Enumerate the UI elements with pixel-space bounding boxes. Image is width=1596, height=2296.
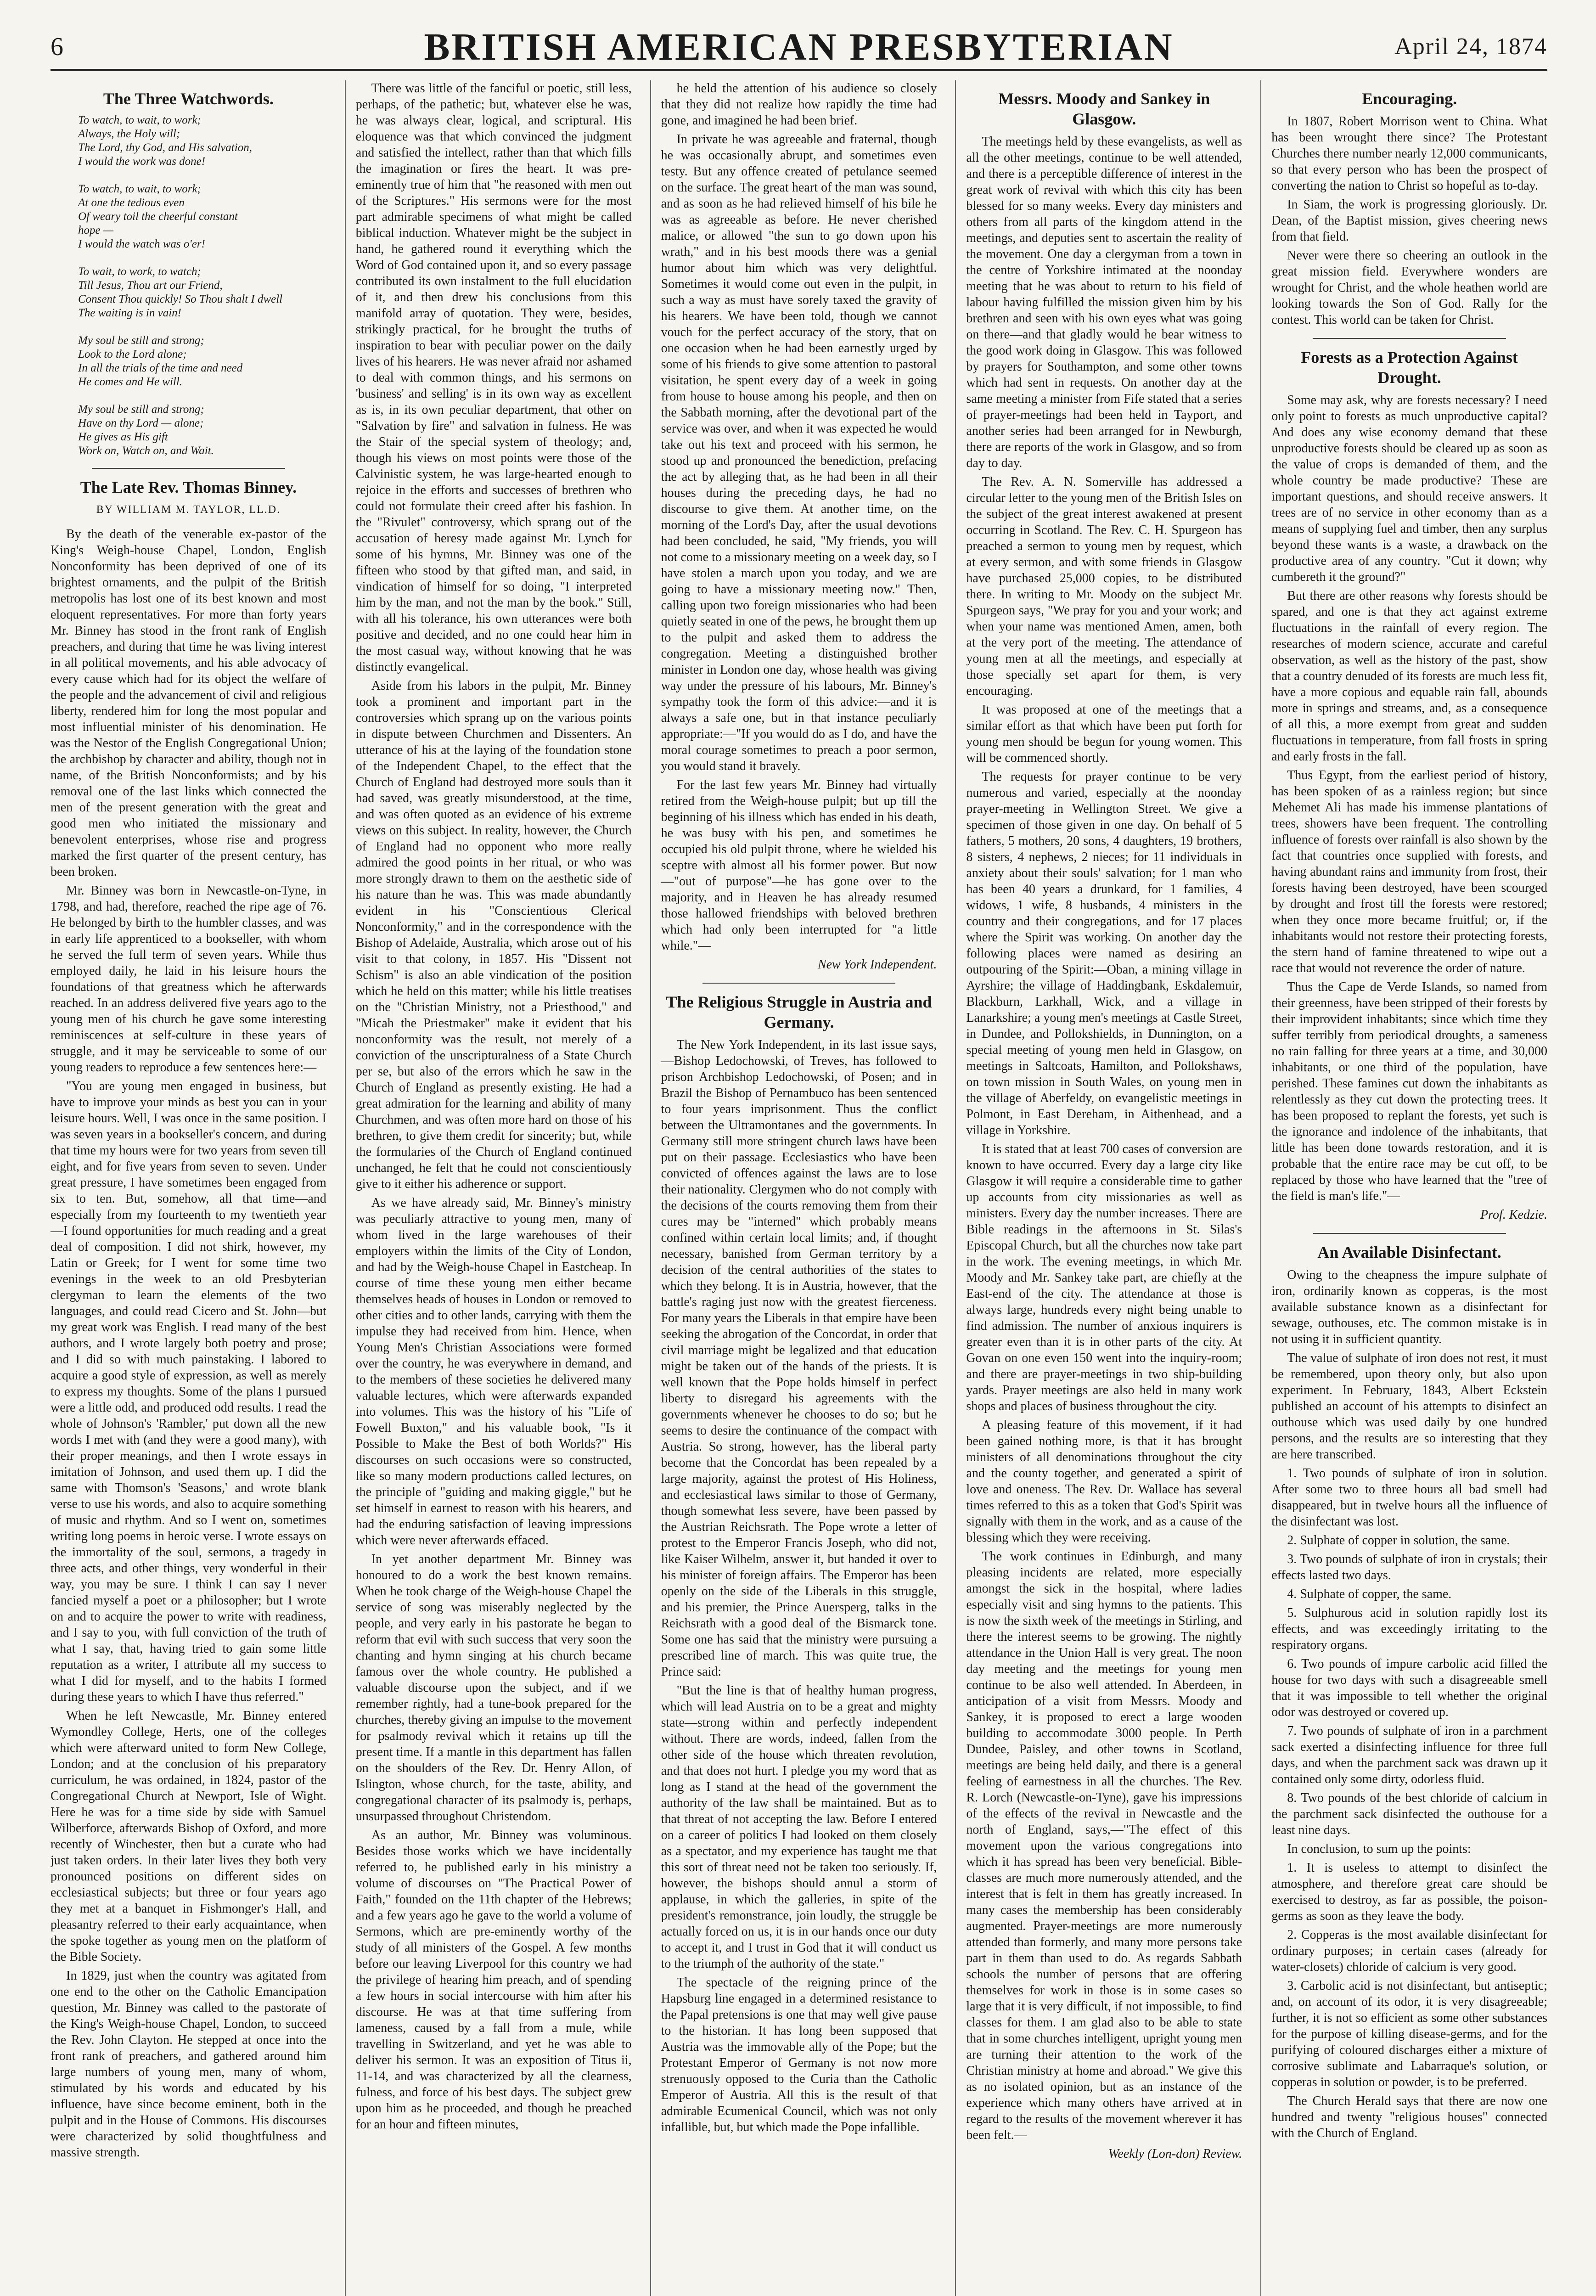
article-title-forests: Forests as a Protection Against Drought. xyxy=(1301,348,1518,387)
paragraph: Aside from his labors in the pulpit, Mr. Binney took a prominent and important part in the controversies which sprang up on the various points in dispute between Churchmen and Dissenters. An utterance of his at the laying of the foundation stone of the Independent Chapel, to the effect that the Church of England had destroyed more souls than it had saved, was greatly misunderstood, at the time, and was often quoted as an evidence of his extreme views on this subject. In reality, however, the Church of England had no opponent who more really admired the good points in her ritual, or who was more strongly drawn to them on the aesthetic side of his nature than he was. This was made abundantly evident in his "Conscientious Clerical Nonconformity," and in the correspondence with the Bishop of Adelaide, Australia, which arose out of his visit to that colony, in 1857. His "Dissent not Schism" is also an able vindication of the position which he held on this matter; while his little treatises on the "Christian Ministry, not a Priesthood," and "Micah the Priestmaker" make it evident that his nonconformity was the result, not merely of a conviction of the unscripturalness of a State Church per se, but also of the errors which he saw in the Church of England as presently existing. He had a great admiration for the learning and ability of many Churchmen, and was often more hard on those of his brethren, to give them credit for sincerity; but, while the formularies of the Church of England continued unchanged, he felt that he could not conscientiously give to it either his adherence or support. xyxy=(355,679,632,1191)
section-divider xyxy=(92,468,285,469)
paragraph: The value of sulphate of iron does not rest, it must be remembered, upon theory only, but also upon experiment. In February, 1843, Albert Eckstein published an account of his attempts to disinfect an outhouse which was used daily by one hundred persons, and the results are so interesting that they are here transcribed. xyxy=(1271,1351,1547,1462)
list-item: 2. Sulphate of copper in solution, the same. xyxy=(1287,1533,1510,1548)
page-number: 6 xyxy=(51,33,63,61)
poem-title: The Three Watchwords. xyxy=(103,90,274,108)
column-5 xyxy=(1260,80,1547,2296)
paragraph: Some may ask, why are forests necessary? I need only point to forests as much unproductive capital? And does any wise economy demand that these unproductive forests should be cleared up as soon as the value of crops is demanded of them, and the whole country be made productive? These are important questions, and should receive answers. It trees are of no service in other economy than as a means of supplying fuel and timber, then any surplus beyond these wants is a waste, a drawback on the productive area of any country. "Cut it down; why cumbereth it the ground?" xyxy=(1271,393,1547,584)
paragraph: Thus the Cape de Verde Islands, so named from their greenness, have been stripped of their forests by their improvident inhabitants; since which time they suffer terribly from periodical droughts, a sameness no rain falling for three years at a time, and 30,000 inhabitants, or one third of the population, have perished. These famines cut down the inhabitants as relentlessly as they cut down the protecting trees. It has been proposed to replant the forests, yet such is the ignorance and indolence of the inhabitants, that little has been done towards restoration, and it is probable that the entire race may be cut off, to be replaced by those who have learned that the "tree of the field is man's life."— xyxy=(1271,980,1547,1203)
paragraph: In conclusion, to sum up the points: xyxy=(1287,1842,1471,1856)
paragraph: he held the attention of his audience so closely that they did not realize how rapidly the time had gone, and imagined he had been brief. xyxy=(661,81,937,128)
paragraph: The Church Herald says that there are now one hundred and twenty "religious houses" connected with the Church of England. xyxy=(1271,2094,1547,2140)
article-title-encouraging: Encouraging. xyxy=(1362,90,1457,108)
article-title-moody-sankey: Messrs. Moody and Sankey in Glasgow. xyxy=(998,90,1210,128)
paragraph: "But the line is that of healthy human progress, which will lead Austria on to be a great and mighty state—strong within and perfectly independent without. There are words, indeed, fallen from the other side of the house which threaten revolution, and that does not hurt. I pledge you my word that as long as I stand at the head of the government the authority of the law shall be maintained. But as to that threat of not accepting the law. Before I entered on a career of politics I had looked on them closely as a spectator, and my experience has taught me that this sort of threat need not be taken too seriously. If, however, the bishops should annul a storm of applause, in which the galleries, in spite of the president's remonstrance, join loudly, the struggle be actually forced on us, it is in our hands once our duty to accept it, and I trust in God that it will conduct us to the triumph of the authority of the state." xyxy=(661,1683,937,1971)
paragraph: In 1807, Robert Morrison went to China. What has been wrought there since? The Protestant Churches there number nearly 12,000 communicants, so that every person who has been the prospect of converting the nation to Christ so hopeful as to-day. xyxy=(1271,114,1547,193)
paragraph: For the last few years Mr. Binney had virtually retired from the Weigh-house pulpit; but up till the beginning of his illness which has ended in his death, he was busy with his pen, and sometimes he occupied his old pulpit throne, where he wielded his sceptre with almost all his former power. But now—"out of purpose"—he has gone over to the majority, and in Heaven he has already resumed those hallowed friendships with beloved brethren which had only been interrupted for "a little while."— xyxy=(661,778,937,953)
list-item: 8. Two pounds of the best chloride of calcium in the parchment sack disinfected the outhouse for a least nine days. xyxy=(1271,1791,1547,1837)
paragraph: It is stated that at least 700 cases of conversion are known to have occurred. Every day a large city like Glasgow it will require a considerable time to gather up accounts from city missionaries as well as ministers. Every day the number increases. There are Bible readings in the afternoons in St. Silas's Episcopal Church, but all the churches now take part in the work. The evening meetings, in which Mr. Moody and Mr. Sankey take part, are chiefly at the East-end of the city. The attendance at those is always large, hundreds every night being unable to find admission. The number of anxious inquirers is greater even than it is in other parts of the city. At Govan on one even 150 went into the inquiry-room; and there are prayer-meetings in two ship-building yards. Prayer meetings are also held in many work shops and places of business throughout the city. xyxy=(966,1142,1242,1413)
paragraph: There was little of the fanciful or poetic, still less, perhaps, of the pathetic; but, whatever else he was, he was always clear, logical, and scriptural. His eloquence was that which convinced the judgment and satisfied the intellect, rather than that which fills the imagination or fires the heart. It was pre-eminently true of him that "he reasoned with men out of the Scriptures." His sermons were for the most part admirable specimens of what might be called biblical induction. Whatever might be the subject in hand, he gathered round it everything which the Word of God contained upon it, and so every passage contributed its own instalment to the full elucidation of it, and then drew his conclusions from this manifold array of quotation. They were, besides, strikingly practical, for he brought the truths of inspiration to bear with peculiar power on the daily lives of his hearers. He was never afraid nor ashamed to deal with common things, and his sermons on 'business' and selling' is in its own way as excellent as is, in its own peculiar department, that other on "Salvation by fire" and salvation in fulness. He was the Stair of the special system of theology; and, though his views on most points were those of the Calvinistic system, he was large-hearted enough to rejoice in the efforts and successes of brethren who could not formulate their creed after his fashion. In the "Rivulet" controversy, which sprang out of the accusation of heresy made against Mr. Lynch for some of his hymns, Mr. Binney was one of the fifteen who stood by that gifted man, and said, in vindication of himself for so doing, "I interpreted him by the man, and not the man by the book." Still, with all his tolerance, his own utterances were both positive and decided, and no one could hear him in the most casual way, without knowing that he was distinctly evangelical. xyxy=(355,81,632,674)
source-credit: New York Independent. xyxy=(817,957,937,972)
paper-title: BRITISH AMERICAN PRESBYTERIAN xyxy=(424,26,1174,68)
paragraph: In 1829, just when the country was agitated from one end to the other on the Catholic Emancipation question, Mr. Binney was called to the pastorate of the King's Weigh-house Chapel, London, to succeed the Rev. John Clayton. He stepped at once into the front rank of preachers, and gathered around him large numbers of young men, many of whom, stimulated by his words and educated by his influence, have since become eminent, both in the pulpit and in the House of Commons. His discourses were characterized by solid thoughtfulness and massive strength. xyxy=(51,1969,326,2160)
paragraph: Owing to the cheapness the impure sulphate of iron, ordinarily known as copperas, is the most available substance known as a disinfectant for sewage, outhouses, etc. The common mistake is in not using it in sufficient quantity. xyxy=(1271,1268,1547,1346)
list-item: 3. Carbolic acid is not disinfectant, but antiseptic; and, on account of its odor, it is very disagreeable; further, it is not so efficient as some other substances for the purpose of killing disease-germs, and for the purifying of coloured discharges either a mixture of corrosive sublimate and Labarraque's solution, or copperas in solution or powder, is to be preferred. xyxy=(1271,1979,1547,2089)
paragraph: In private he was agreeable and fraternal, though he was occasionally abrupt, and sometimes even testy. But any offence created of petulance seemed on the surface. The great heart of the man was sound, and as soon as he had relieved himself of his bile he was as agreeable as before. He never cherished malice, or allowed "the sun to go down upon his wrath," and in his best moods there was a genial humor about him which was very delightful. Sometimes it would come out even in the pulpit, in such a way as must have sorely taxed the gravity of his hearers. We have been told, though we cannot vouch for the perfect accuracy of the story, that on one occasion when he had been earnestly urged by some of his friends to give some attention to pastoral visitation, he spent every day of a week in going from house to house among his people, and then on the Sabbath morning, after the devotional part of the service was over, and when it was expected he would take out his text and proceed with his sermon, he stood up and pronounced the benediction, prefacing the act by alleging that, as he had been in all their houses during the preceding days, he had no discourse to give them. At another time, on the morning of the Lord's Day, after the usual devotions had been concluded, he said, "My friends, you will not come to a missionary meeting on a week day, so I have stolen a march upon you today, and we are going to have a missionary meeting now." Then, calling upon two foreign missionaries who had been quietly seated in one of the pews, he brought them up to the pulpit and asked them to address the congregation. Meeting a distinguished brother minister in London one day, whose health was giving way under the pressure of his labours, Mr. Binney's sympathy took the form of this advice:—and it is always a safe one, but in that instance peculiarly appropriate:—"If you would do as I do, and have the moral courage sometimes to preach a poor sermon, you would stand it bravely. xyxy=(661,132,937,773)
section-divider xyxy=(1313,338,1506,339)
paragraph: Never were there so cheering an outlook in the great mission field. Everywhere wonders are wrought for Christ, and the whole heathen world are looking towards the Son of God. Rally for the contest. This world can be taken for Christ. xyxy=(1271,248,1547,327)
paragraph: In yet another department Mr. Binney was honoured to do a work the best known remains. When he took charge of the Weigh-house Chapel the service of song was miserably neglected by the people, and very early in his pastorate he began to reform that evil with such success that very soon the chanting and hymn singing at his church became famous over the whole country. He published a valuable discourse upon the subject, and if we remember rightly, had a tune-book prepared for the churches, thereby giving an impulse to the movement for psalmody revival which it retains up till the present time. If a mantle in this department has fallen on the shoulders of the Rev. Dr. Henry Allon, of Islington, whose church, for the taste, ability, and congregational character of its psalmody is, perhaps, unsurpassed throughout Christendom. xyxy=(355,1552,632,1823)
source-credit: Prof. Kedzie. xyxy=(1480,1208,1547,1222)
paragraph: It was proposed at one of the meetings that a similar effort as that which have been put forth for young men should be begun for young women. This will be commenced shortly. xyxy=(966,703,1242,765)
article-title-binney: The Late Rev. Thomas Binney. xyxy=(80,478,297,496)
list-item: 5. Sulphurous acid in solution rapidly lost its effects, and was exceedingly irritating to the respiratory organs. xyxy=(1271,1606,1547,1652)
paragraph: In Siam, the work is progressing gloriously. Dr. Dean, of the Baptist mission, gives cheering news from that field. xyxy=(1271,197,1547,244)
source-credit: Weekly (Lon-don) Review. xyxy=(1108,2147,1242,2161)
paragraph: As an author, Mr. Binney was voluminous. Besides those works which we have incidentally referred to, he published early in his ministry a volume of discourses on "The Practical Power of Faith," founded on the 11th chapter of the Hebrews; and a few years ago he gave to the world a volume of Sermons, which are pre-eminently worthy of the study of all ministers of the Gospel. A few months before our leaving Liverpool for this country we had the privilege of hearing him preach, and of spending a few hours in social intercourse with him after his discourse. He was at that time suffering from lameness, caused by a fall from a mule, while travelling in Switzerland, and yet he was able to deliver his sermon. It was an exposition of Titus ii, 11-14, and was characterized by all the clearness, fulness, and force of his best days. The subject grew upon him as he proceeded, and though he preached for an hour and fifteen minutes, xyxy=(355,1828,632,2132)
masthead xyxy=(51,18,1547,71)
paragraph: By the death of the venerable ex-pastor of the King's Weigh-house Chapel, London, English Nonconformity has been deprived of one of its brightest ornaments, and the pulpit of the British metropolis has lost one of its best known and most eloquent representatives. For more than forty years Mr. Binney has stood in the front rank of English preachers, and during that time he was living interest in all political movements, and his able advocacy of every cause which had for its object the welfare of the people and the advancement of civil and religious liberty, rendered him for long the most popular and most influential minister of his denomination. He was the Nestor of the English Congregational Union; the archbishop by character and ability, though not in name, of the British Nonconformists; and by his removal one of the last links which connected the men of the present generation with the great and good men who initiated the missionary and benevolent enterprises, whose rise and progress marked the first quarter of the present century, has been broken. xyxy=(51,527,326,879)
list-item: 6. Two pounds of impure carbolic acid filled the house for two days with such a disagreeable smell that it was impossible to tell whether the original odor was destroyed or covered up. xyxy=(1271,1657,1547,1719)
paragraph: But there are other reasons why forests should be spared, and one is that they act against extreme fluctuations in the rainfall of every region. The researches of modern science, accurate and careful observation, as well as the history of the past, show that a country denuded of its forests are much less fit, have a more copious and equable rain fall, abounds more in springs and streams, and, as a consequence of all this, a more exempt from great and sudden fluctuations in temperature, from fall frosts in spring and early frosts in the fall. xyxy=(1271,589,1547,764)
list-item: 4. Sulphate of copper, the same. xyxy=(1287,1587,1452,1601)
paragraph: "You are young men engaged in business, but have to improve your minds as best you can in your leisure hours. Well, I was once in the same position. I was seven years in a bookseller's concern, and during that time my hours were for two years from seven till eight, and for five years from seven to seven. Under great pressure, I have sometimes been engaged from six to ten. But, somehow, all that time—and especially from my fourteenth to my twentieth year—I found opportunities for much reading and a great deal of composition. I did not shirk, however, my Latin or Greek; for I went for some time two evenings in the week to an old Presbyterian clergyman to learn the elements of the two languages, and could read Cicero and St. John—but my great work was English. I read many of the best authors, and I wrote largely both poetry and prose; and I did so with much painstaking. I labored to acquire a good style of expression, as well as merely to express my thoughts. Some of the plans I pursued were a little odd, and produced odd results. I read the whole of Johnson's 'Rambler,' put down all the new words I met with (and they were a good many), with their proper meanings, and then I wrote essays in imitation of Johnson, and used them up. I did the same with Thomson's 'Seasons,' and wrote blank verse to use his words, and also to acquire something of music and rhythm. And so I went on, sometimes writing long poems in heroic verse. I wrote essays on the immortality of the soul, sermons, a tragedy in three acts, and other things, very wonderful in their way, you may be sure. I think I can say I never fancied myself a poet or a philosopher; but I wrote on and to acquire the power to write with readiness, and I say to you, with full conviction of the truth of what I say, that, having tried to gain some little reputation as a writer, I attribute all my success to what I did for myself, and to the habits I formed during these years to which I have thus referred." xyxy=(51,1079,326,1704)
byline: BY WILLIAM M. TAYLOR, LL.D. xyxy=(96,504,281,516)
paragraph: Thus Egypt, from the earliest period of history, has been spoken of as a rainless region; but since Mehemet Ali has made his immense plantations of trees, showers have been frequent. The controlling influence of forests over rainfall is also shown by the fact that countries once supplied with forests, and having abundant rains and immunity from frost, their forests having been destroyed, have been scourged by drought and frost till the forests were restored; when they once more became fruitful; or, if the inhabitants would not restore their protecting forests, the stern hand of famine threatened to wipe out a race that would not reverence the order of nature. xyxy=(1271,768,1547,975)
paragraph: The work continues in Edinburgh, and many pleasing incidents are related, more especially amongst the sick in the hospital, where ladies especially visit and sing hymns to the patients. This is now the sixth week of the meetings in Stirling, and there the interest seems to be growing. The nightly attendance in the Union Hall is very great. The noon day meeting and the meetings for young men continue to be also well attended. In Aberdeen, in anticipation of a visit from Messrs. Moody and Sankey, it is proposed to erect a large wooden building to accommodate 3000 people. In Perth Dundee, Paisley, and other towns in Scotland, meetings are being held daily, and there is a general feeling of earnestness in all the churches. The Rev. R. Lorch (Newcastle-on-Tyne), gave his impressions of the effects of the revival in Newcastle and the north of England, says,—"The effect of this movement upon the various congregations into which it has spread has been very beneficial. Bible-classes are much more numerously attended, and the interest that is felt in them has greatly increased. In many cases the membership has been considerably augmented. Prayer-meetings are more numerously attended than formerly, and many more persons take part in them than used to do. As regards Sabbath schools the number of persons that are offering themselves for work in those is in some cases so large that it is very difficult, if not impossible, to find classes for them. I am glad also to be able to state that in some churches intelligent, upright young men are turning their attention to the work of the Christian ministry at home and abroad." We give this as no isolated opinion, but as an instance of the experience which many others have arrived at in regard to the results of the movement wherever it has been felt.— xyxy=(966,1549,1242,2142)
paragraph: The requests for prayer continue to be very numerous and varied, especially at the noonday prayer-meeting in Wellington Street. We give a specimen of those given in one day. On behalf of 5 fathers, 5 mothers, 20 sons, 4 daughters, 19 brothers, 8 sisters, 4 nephews, 2 nieces; for 11 individuals in anxiety about their souls' salvation; for 1 man who has been 40 years a drunkard, for 1 families, 4 widows, 1 wife, 8 husbands, 4 ministers in the country and their congregations, and for 17 places where the Spirit was working. On another day the following places were named as desiring an outpouring of the Spirit:—Oban, a mining village in Ayrshire; the village of Haddingbank, Eskdalemuir, Blackburn, Larkhall, Wick, and a village in Lanarkshire; a young men's meetings at Castle Street, in Dundee, and Pollokshields, in Dunnington, on a special meeting of young men held in Glasgow, on meetings in Saltcoats, Hamilton, and Pollokshaws, on town mission in South Wales, on young men in the village of Aberfeldy, on evangelistic meetings in Polmont, in East Dereham, in Aithenhead, and a village in Yorkshire. xyxy=(966,770,1242,1137)
column-4 xyxy=(955,80,1242,2296)
paragraph: The New York Independent, in its last issue says,—Bishop Ledochowski, of Treves, has followed to prison Archbishop Ledochowski, of Posen; and in Brazil the Bishop of Pernambuco has been sentenced to four years imprisonment. Thus the conflict between the Ultramontanes and the governments. In Germany still more stringent church laws have been put on their passage. Ecclesiastics who have been convicted of offences against the laws are to lose their nationality. Clergymen who do not comply with the decisions of the courts removing them from their cures may be "interned" which probably means confined within certain local limits; and, if thought necessary, banished from German territory by a decision of the central authorities of the states to which they belong. It is in Austria, however, that the battle's raging just now with the greatest fierceness. For many years the Liberals in that empire have been seeking the abrogation of the Concordat, in order that civil marriage might be legalized and that education might be taken out of the hands of the priests. It is well known that the Pope holds himself in perfect liberty to disregard his agreements with the governments whenever he chooses to do so; but he seems to desire the continuance of the compact with Austria. So strong, however, has the liberal party become that the Concordat has been repealed by a large majority, against the protest of His Holiness, and ecclesiastical laws similar to those of Germany, though somewhat less severe, have been passed by the Austrian Reichsrath. The Pope wrote a letter of protest to the Emperor Francis Joseph, who did not, like Kaiser Wilhelm, answer it, but handed it over to his minister of foreign affairs. The Emperor has been openly on the side of the Liberals in this struggle, and his premier, the Prince Auersperg, talks in the Reichsrath with a good deal of the Bismarck tone. Some one has said that the ministry were pursuing a prescribed line of march. This was quite true, the Prince said: xyxy=(661,1038,937,1679)
section-divider xyxy=(702,983,896,984)
column-3 xyxy=(650,80,937,2296)
list-item: 1. It is useless to attempt to disinfect the atmosphere, and therefore great care should be exercised to destroy, as far as possible, the poison-germs as soon as they leave the body. xyxy=(1271,1861,1547,1923)
list-item: 2. Copperas is the most available disinfectant for ordinary purposes; in certain cases (already for water-closets) chloride of calcium is very good. xyxy=(1271,1928,1547,1974)
paragraph: The spectacle of the reigning prince of the Hapsburg line engaged in a determined resistance to the Papal pretensions is one that may well give pause to the historian. It has long been supposed that Austria was the immovable ally of the Pope; but the Protestant Emperor of Germany is not now more strenuously opposed to the Curia than the Catholic Emperor of Austria. All this is the result of that admirable Ecumenical Council, which was not only infallible, but, but which made the Pope infallible. xyxy=(661,1975,937,2134)
newspaper-columns xyxy=(51,80,1547,2296)
paragraph: Mr. Binney was born in Newcastle-on-Tyne, in 1798, and had, therefore, reached the ripe age of 76. He belonged by birth to the humbler classes, and was in early life apprenticed to a bookseller, with whom he served the full term of seven years. While thus employed daily, he laid in his leisure hours the foundations of that greatness which he afterwards reached. In an address delivered five years ago to the young men of his church he gave some interesting reminiscences at self-culture in these years of struggle, and it may be serviceable to some of our young readers to reproduce a few sentences here:— xyxy=(51,884,326,1075)
paragraph: When he left Newcastle, Mr. Binney entered Wymondley College, Herts, one of the colleges which were afterward united to form New College, London; and at the conclusion of his preparatory curriculum, he was ordained, in 1824, pastor of the Congregational Church at Newport, Isle of Wight. Here he was for a time side by side with Samuel Wilberforce, afterwards Bishop of Oxford, and more recently of Winchester, then but a curate who had just taken orders. In their later lives they both very pronounced positions on different sides on ecclesiastical subjects; but three or four years ago they met at a banquet in Fishmonger's Hall, and pleasantry referred to their early acquaintance, when the spoke together as young men on the platform of the Bible Society. xyxy=(51,1709,326,1964)
list-item: 7. Two pounds of sulphate of iron in a parchment sack exerted a disinfecting influence for three full days, and when the parchment sack was drawn up it contained only some dirty, odorless fluid. xyxy=(1271,1724,1547,1786)
issue-date: April 24, 1874 xyxy=(1394,34,1547,60)
list-item: 1. Two pounds of sulphate of iron in solution. After some two to three hours all bad smell had disappeared, but in twelve hours all the influence of the disinfectant was lost. xyxy=(1271,1466,1547,1529)
section-divider xyxy=(1313,1233,1506,1234)
column-2 xyxy=(345,80,632,2296)
paragraph: A pleasing feature of this movement, if it had been gained nothing more, is that it has brought ministers of all denominations throughout the city and the county together, and generated a spirit of love and oneness. The Rev. Dr. Wallace has several times referred to this as a token that God's Spirit was signally with them in the work, and as a cause of the blessing which they were receiving. xyxy=(966,1418,1242,1545)
article-title-austria: The Religious Struggle in Austria and Germany. xyxy=(666,993,932,1031)
poem-body: To watch, to wait, to work; Always, the Holy will; The Lord, thy God, and His salvation, I would the work was done! To watch, to wait, to work; At one the tedious even Of weary toil the cheerful constant hope — I would the watch was o'er! To wait, to work, to watch; Till Jesus, Thou art our Friend, Consent Thou quickly! So Thou shalt I dwell The waiting is in vain! My soul be still and strong; Look to the Lord alone; In all the trials of the time and need He comes and He will. My soul be still and strong; Have on thy Lord — alone; He gives as His gift Work on, Watch on, and Wait. xyxy=(78,114,283,457)
paragraph: The Rev. A. N. Somerville has addressed a circular letter to the young men of the British Isles on the subject of the great interest awakened at present occurring in Scotland. The Rev. C. H. Spurgeon has preached a sermon to young men by request, which at every sermon, and with some friends in Glasgow have purchased 25,000 copies, to be distributed there. In writing to Mr. Moody on the subject Mr. Spurgeon says, "We pray for you and your work; and when your name was mentioned Amen, amen, both at the very port of the meeting. The attendance of young men at all the meetings, and especially at those specially set apart for them, is very encouraging. xyxy=(966,475,1242,698)
article-title-disinfectant: An Available Disinfectant. xyxy=(1317,1243,1501,1261)
column-1 xyxy=(51,80,326,2296)
paragraph: As we have already said, Mr. Binney's ministry was peculiarly attractive to young men, many of whom lived in the large warehouses of their employers within the limits of the City of London, and had by the Weigh-house Chapel in Eastcheap. In course of time these young men either became themselves heads of houses in London or removed to other cities and to other lands, carrying with them the impulse they had received from him. Hence, when Young Men's Christian Associations were formed over the country, he was everywhere in demand, and to the members of these societies he delivered many valuable lectures, which were afterwards expanded into volumes. This was the history of his "Life of Fowell Buxton," and his valuable book, "Is it Possible to Make the Best of both Worlds?" His discourses on such occasions were so constructed, like so many modern productions called lectures, on the principle of "guiding and making giggle," but he set himself in earnest to reason with his hearers, and had the enduring satisfaction of leaving impressions which were never afterwards effaced. xyxy=(355,1196,632,1548)
paragraph: The meetings held by these evangelists, as well as all the other meetings, continue to be well attended, and there is a perceptible difference of interest in the great work of revival with which this city has been blessed for so many weeks. Every day ministers and others from all parts of the kingdom attend in the meetings, and deputies sent to ascertain the reality of the movement. One day a clergyman from a town in the centre of Yorkshire intimated at the noonday meeting that he was about to return to his field of labour having fulfilled the mission given him by his brethren and seen with his own eyes what was going on there—and that gladly would he bear witness to the good work doing in Glasgow. This was followed by prayers for Southampton, and some other towns which had sent in requests. On another day at the same meeting a minister from Fife stated that a series of prayer-meetings had been held in Tayport, and another series had been arranged for in Newburgh, there are reports of the work in Glasgow, and so from day to day. xyxy=(966,135,1242,470)
list-item: 3. Two pounds of sulphate of iron in crystals; their effects lasted two days. xyxy=(1271,1552,1547,1582)
